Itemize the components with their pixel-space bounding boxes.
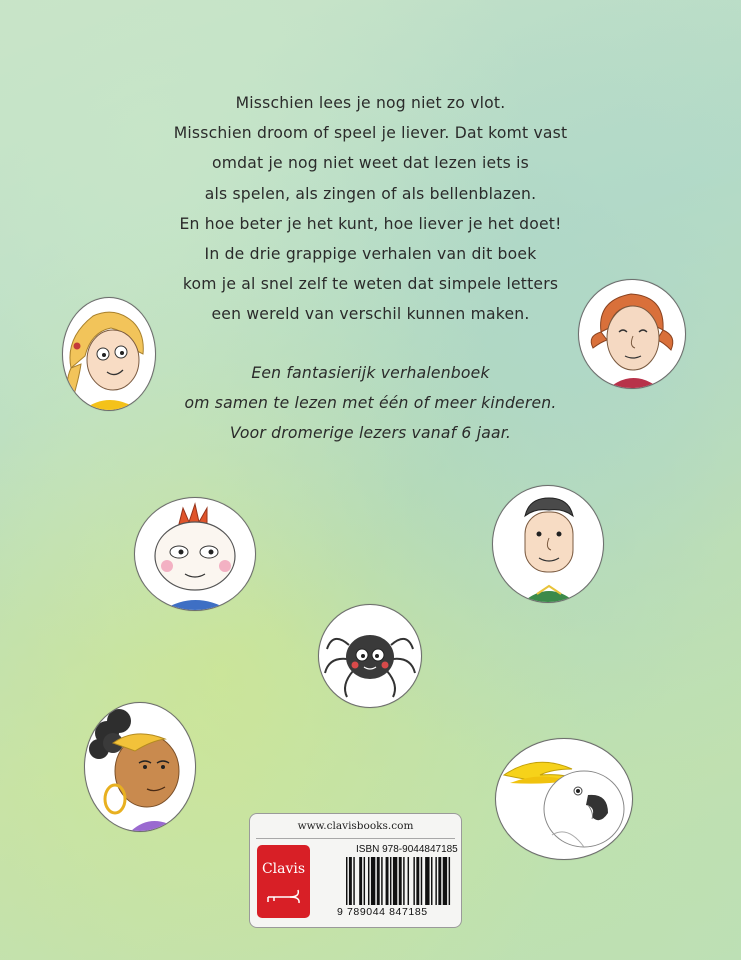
portrait-blonde-girl [62,297,156,411]
portrait-curly-haired-girl [84,702,196,832]
barcode-bar [408,857,409,905]
blurb-line: In de drie grappige verhalen van dit boek [204,244,537,263]
red-haired-girl-illustration [579,280,685,388]
portrait-dark-haired-boy [492,485,604,603]
barcode-bar [393,857,397,905]
blurb-line: een wereld van verschil kunnen maken. [211,305,530,324]
barcode-bar [368,857,369,905]
portrait-red-haired-girl [578,279,686,389]
barcode-bar [399,857,402,905]
barcode-bar [413,857,414,905]
barcode-bar [425,857,429,905]
publisher-logo-text: Clavis [261,861,306,877]
barcode-bar [421,857,422,905]
curly-haired-girl-illustration [85,703,195,831]
barcode-bar [449,857,450,905]
portrait-cockatoo [495,738,633,860]
barcode-bar [431,857,432,905]
barcode-bar [364,857,365,905]
tagline-text [120,358,621,448]
blurb-line: als spelen, als zingen of als bellenblazen. [204,184,537,203]
barcode-bar [390,857,391,905]
panel-divider [256,838,455,839]
barcode-bar [359,857,362,905]
barcode-bar [377,857,380,905]
barcode-bar [435,857,436,905]
tagline-line: om samen te lezen met één of meer kinderen. [184,394,557,412]
blurb-line: omdat je nog niet weet dat lezen iets is [212,154,529,173]
publisher-logo [257,845,310,918]
portrait-spider [318,604,422,708]
barcode-graphic [346,857,453,905]
cockatoo-illustration [496,739,632,859]
blurb-line: Misschien lees je nog niet zo vlot. [235,94,506,112]
tagline-line: Een fantasierijk verhalenboek [251,364,490,382]
barcode-bar [443,857,447,905]
blurb-line: En hoe beter je het kunt, hoe liever je het doet! [179,214,562,233]
barcode-bar [353,857,354,905]
barcode-bar [381,857,382,905]
dark-haired-boy-illustration [493,486,603,602]
barcode-bar [386,857,389,905]
publisher-url: www.clavisbooks.com [297,820,414,832]
barcode-digits: 9 789044 847185 [337,906,428,918]
barcode-bar [349,857,352,905]
portrait-redhair-boy [134,497,256,611]
key-icon [266,887,302,905]
barcode-bar [371,857,375,905]
blurb-line: kom je al snel zelf te weten dat simpele letters [182,275,559,294]
blonde-girl-illustration [63,298,155,410]
spider-illustration [319,605,421,707]
barcode-bar [438,857,441,905]
barcode-bar [346,857,347,905]
barcode-panel [249,813,462,928]
blurb-line: Misschien droom of speel je liever. Dat komt vast [173,124,568,143]
barcode-bar [403,857,404,905]
redhair-boy-illustration [135,498,255,610]
barcode-bar [416,857,419,905]
blurb-text [120,88,621,330]
isbn-label: ISBN 978-9044847185 [356,844,458,855]
tagline-line: Voor dromerige lezers vanaf 6 jaar. [229,424,512,442]
